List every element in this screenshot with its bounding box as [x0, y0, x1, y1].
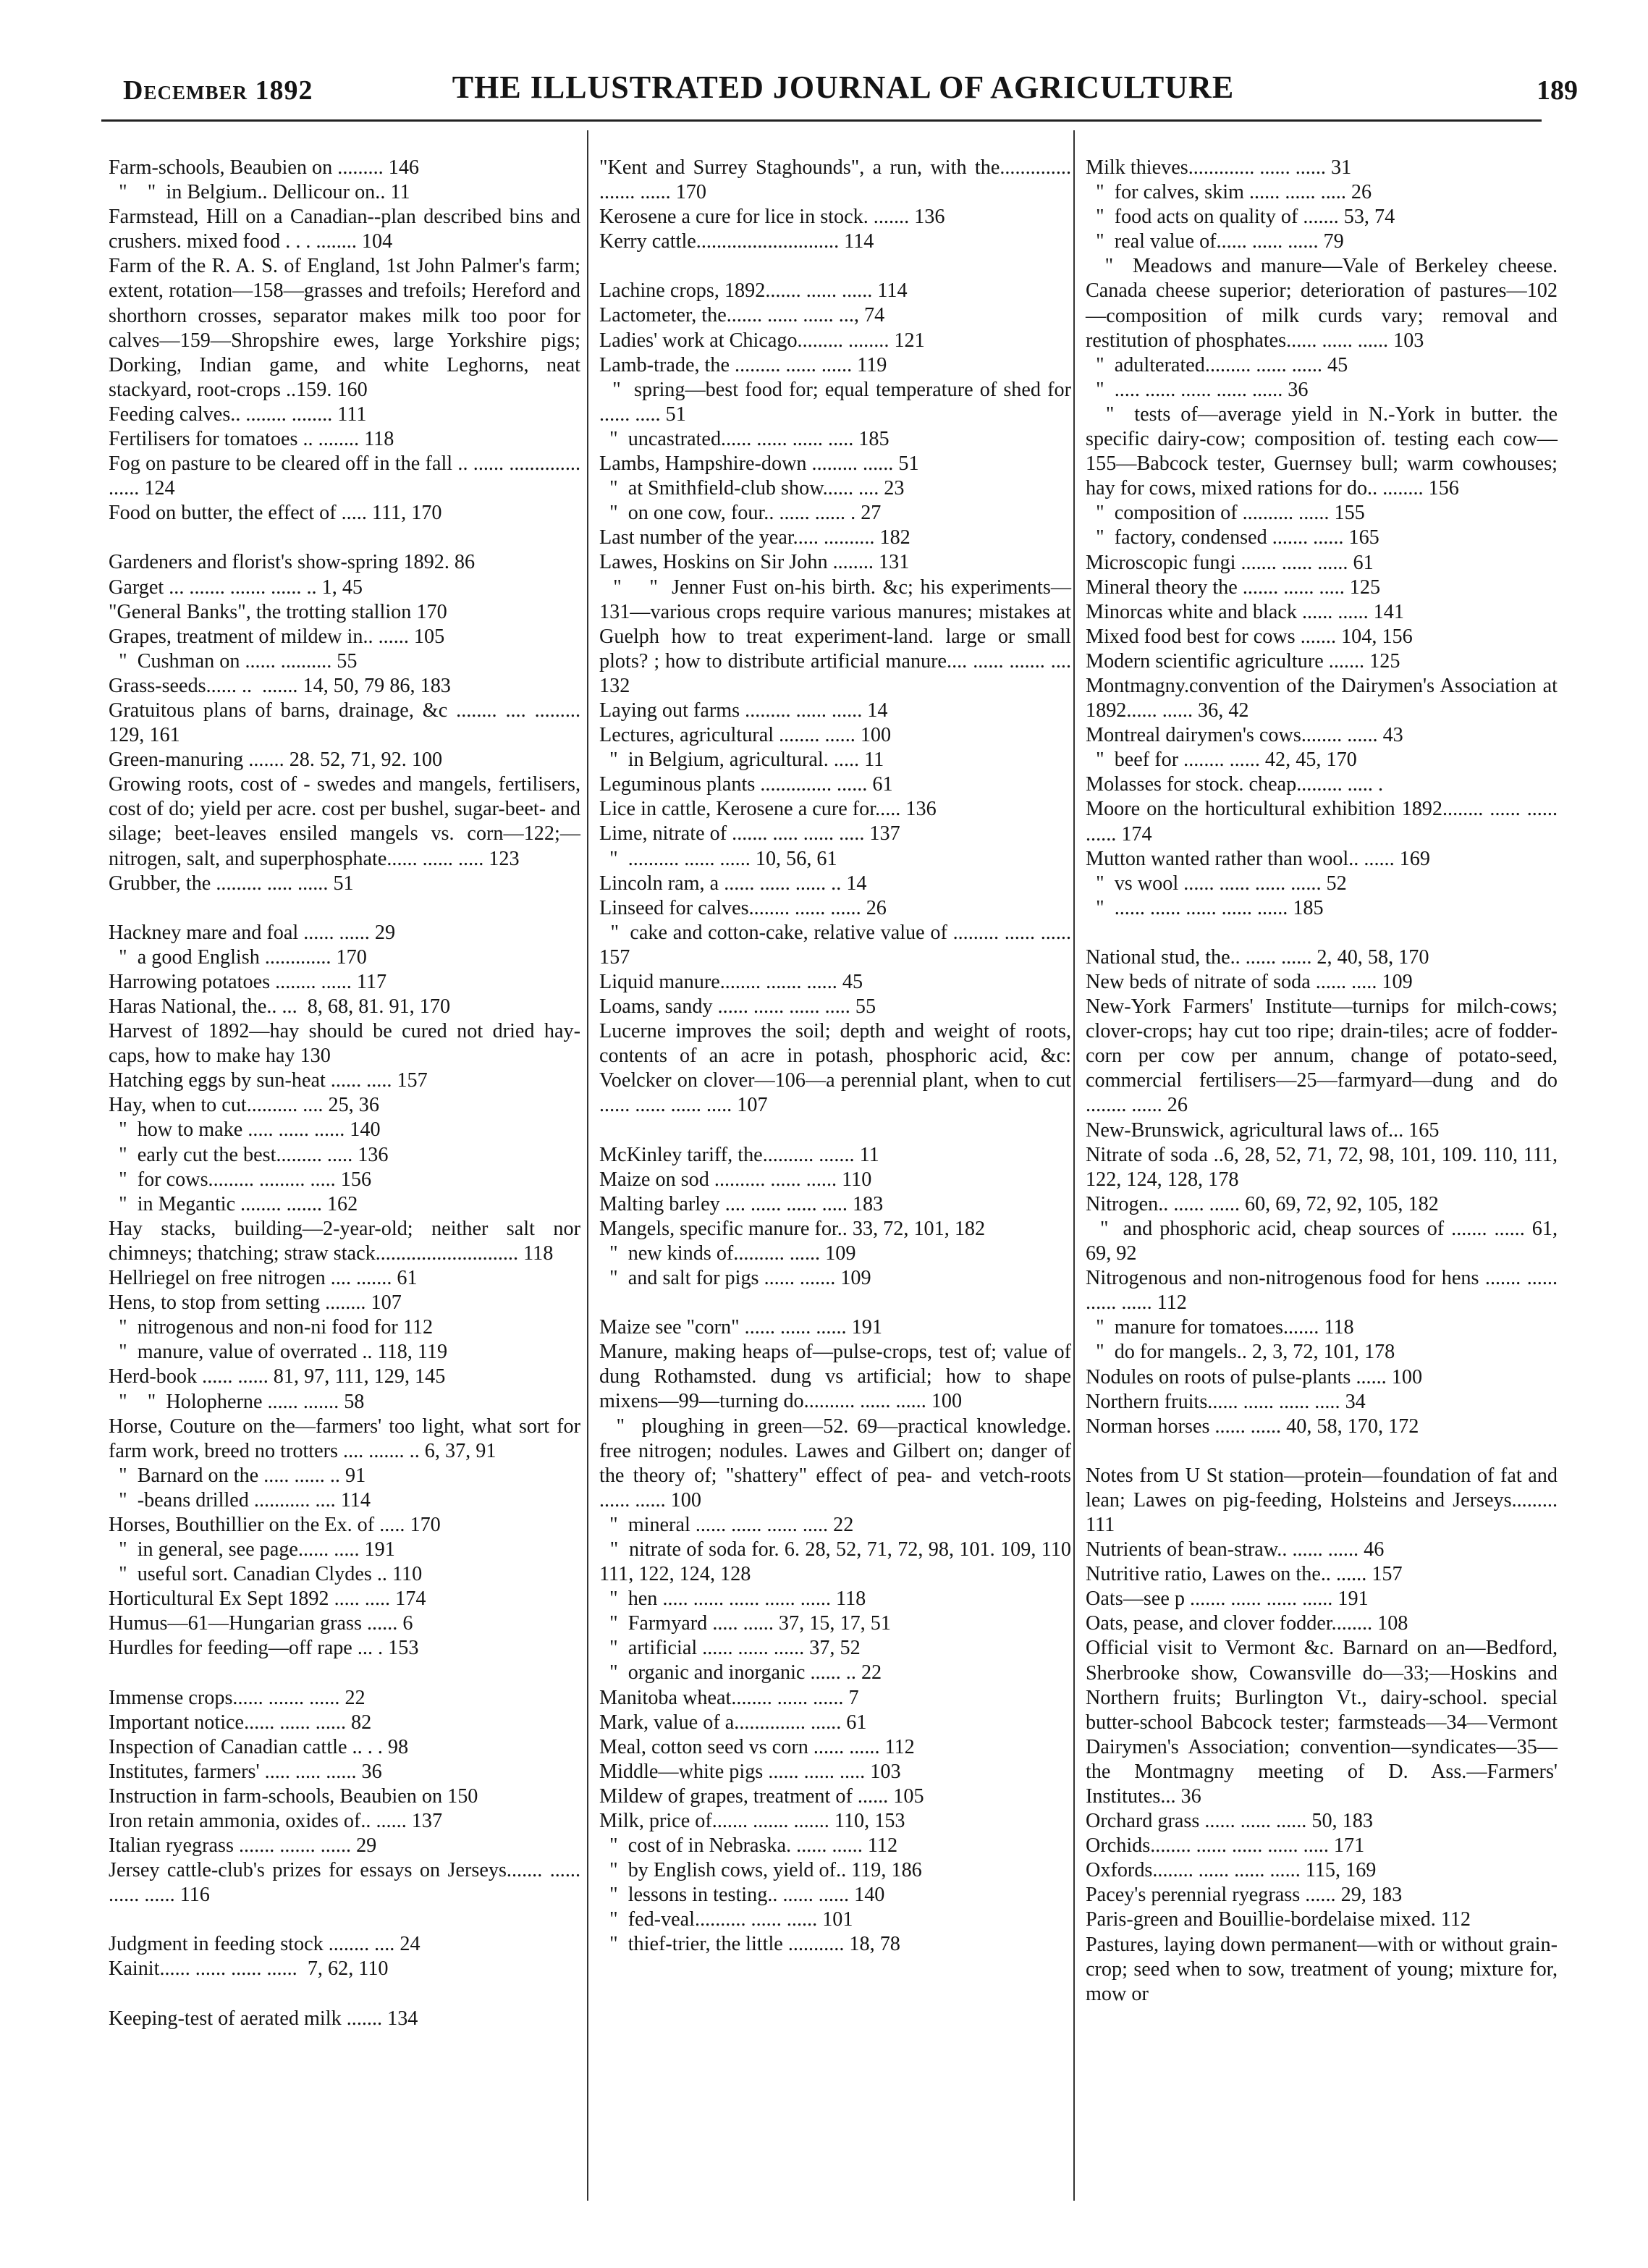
index-entry: Lambs, Hampshire-down ......... ...... 51	[599, 452, 919, 476]
index-entry: Gratuitous plans of barns, drainage, &c ........ .... ......... 129, 161	[109, 699, 586, 747]
index-entry: Farm of the R. A. S. of England, 1st John Palmer's farm; extent, rotation—158—grasses and trefoils; Hereford and shorthorn crosses, separator makes milk too poor for calves—159—Shropshire ewes, large Yorkshire pigs; Dorking, Indian game, and white Leghorns, neat stackyard, root-crops ..159. 160	[109, 255, 586, 401]
index-entry: Montreal dairymen's cows........ ...... 43	[1086, 724, 1403, 747]
index-entry: Humus—61—Hungarian grass ...... 6	[109, 1612, 413, 1635]
index-entry: Linseed for calves........ ...... ...... 26	[599, 896, 887, 919]
header-rule	[101, 119, 1542, 122]
index-entry: " food acts on quality of ....... 53, 74	[1086, 206, 1395, 229]
index-entry: Horses, Bouthillier on the Ex. of ..... 170	[109, 1513, 441, 1536]
index-entry: " hen ..... ...... ...... ...... ...... 118	[599, 1588, 866, 1611]
index-entry: " " Holopherne ...... ....... 58	[109, 1390, 365, 1413]
index-entry: Oxfords........ ...... ...... ...... 115, 169	[1086, 1859, 1377, 1882]
index-entry: " at Smithfield-club show...... .... 23	[599, 477, 905, 500]
index-entry: " by English cows, yield of.. 119, 186	[599, 1859, 922, 1882]
index-entry: " on one cow, four.. ...... ...... . 27	[599, 502, 882, 525]
index-entry: " uncastrated...... ...... ...... ..... 185	[599, 427, 890, 450]
index-column-3	[1086, 156, 1563, 2007]
index-entry: " new kinds of.......... ...... 109	[599, 1242, 856, 1265]
index-entry: Hurdles for feeding—off rape ... . 153	[109, 1637, 419, 1660]
index-entry: Grubber, the ......... ..... ...... 51	[109, 872, 354, 895]
column-divider-1	[587, 130, 588, 2201]
index-entry: " and phosphoric acid, cheap sources of ....... ...... 61, 69, 92	[1086, 1217, 1563, 1265]
index-entry: " a good English ............. 170	[109, 945, 367, 969]
index-entry: " in general, see page...... ..... 191	[109, 1538, 395, 1561]
index-entry: Fog on pasture to be cleared off in the fall .. ...... .............. ...... 124	[109, 452, 586, 500]
index-entry: " Barnard on the ..... ...... .. 91	[109, 1464, 366, 1487]
index-entry: " cake and cotton-cake, relative value of ......... ...... ...... 157	[599, 921, 1077, 969]
index-entry: Iron retain ammonia, oxides of.. ...... 137	[109, 1810, 443, 1832]
index-entry: Hens, to stop from setting ........ 107	[109, 1291, 402, 1315]
index-entry: New beds of nitrate of soda ...... ..... 109	[1086, 971, 1413, 993]
index-entry: " for cows......... ......... ..... 156	[109, 1168, 372, 1191]
index-entry: Grapes, treatment of mildew in.. ...... 105	[109, 625, 445, 648]
index-entry: Farmstead, Hill on a Canadian--plan described bins and crushers. mixed food . . . ........ 104	[109, 206, 586, 253]
index-entry: Notes from U St station—protein—foundation of fat and lean; Lawes on pig-feeding, Holsteins and Jerseys......... 111	[1086, 1464, 1563, 1536]
index-entry: Northern fruits...... ...... ...... ..... 34	[1086, 1390, 1366, 1413]
index-entry: Harrowing potatoes ........ ...... 117	[109, 970, 387, 993]
index-entry: " manure, value of overrated .. 118, 119	[109, 1341, 448, 1364]
index-entry: Mineral theory the ....... ...... ..... 125	[1086, 576, 1381, 599]
index-entry: Manure, making heaps of—pulse-crops, test of; value of dung Rothamsted. dung vs artificial; how to shape mixens—99—turning do.......... ...... ...... 100	[599, 1341, 1077, 1413]
index-entry: Harvest of 1892—hay should be cured not dried hay-caps, how to make hay 130	[109, 1020, 580, 1068]
index-entry: Lawes, Hoskins on Sir John ........ 131	[599, 551, 910, 574]
index-entry: " Meadows and manure—Vale of Berkeley cheese. Canada cheese superior; deterioration of pastures—102—composition of milk curds vary; removal and restitution of phosphates...... ...... ...... 103	[1086, 255, 1563, 352]
index-entry: Feeding calves.. ........ ........ 111	[109, 402, 367, 426]
index-entry: Malting barley .... ...... ...... ..... 183	[599, 1192, 884, 1215]
index-entry: Hatching eggs by sun-heat ...... ..... 157	[109, 1069, 428, 1092]
index-entry: " useful sort. Canadian Clydes .. 110	[109, 1563, 423, 1586]
index-entry: " in Megantic ........ ....... 162	[109, 1192, 358, 1215]
journal-title: THE ILLUSTRATED JOURNAL OF AGRICULTURE	[452, 69, 1235, 105]
index-entry: " for calves, skim ...... ...... ..... 26	[1086, 181, 1372, 204]
index-entry: Farm-schools, Beaubien on ......... 146	[109, 156, 420, 179]
index-entry: Lachine crops, 1892....... ...... ...... 114	[599, 279, 908, 303]
index-entry: Grass-seeds...... .. ....... 14, 50, 79 86, 183	[109, 674, 451, 697]
index-entry: Institutes, farmers' ..... ..... ...... 36	[109, 1760, 382, 1783]
index-entry: Meal, cotton seed vs corn ...... ...... 112	[599, 1735, 915, 1758]
index-entry: Orchard grass ...... ...... ...... 50, 183	[1086, 1810, 1373, 1833]
index-entry: Nitrate of soda ..6, 28, 52, 71, 72, 98, 101, 109. 110, 111, 122, 124, 128, 178	[1086, 1143, 1563, 1191]
index-entry: "Kent and Surrey Staghounds", a run, with the.............. ....... ...... 170	[599, 156, 1077, 204]
index-entry: " Cushman on ...... .......... 55	[109, 649, 358, 673]
index-entry: Minorcas white and black ...... ...... 141	[1086, 600, 1404, 623]
index-entry: Mixed food best for cows ....... 104, 156	[1086, 625, 1413, 648]
index-entry: Judgment in feeding stock ........ .... 24	[109, 1933, 421, 1956]
running-header	[101, 69, 1585, 112]
index-entry: Hellriegel on free nitrogen .... ....... 61	[109, 1267, 418, 1290]
index-entry: Nutritive ratio, Lawes on the.. ...... 157	[1086, 1563, 1403, 1586]
index-entry: Nitrogenous and non-nitrogenous food for hens ....... ...... ...... ...... 112	[1086, 1267, 1563, 1315]
index-entry: Hackney mare and foal ...... ...... 29	[109, 921, 396, 944]
index-entry: Lamb-trade, the ......... ...... ...... 119	[599, 353, 887, 376]
index-entry: Mildew of grapes, treatment of ...... 105	[599, 1784, 924, 1808]
index-entry: " do for mangels.. 2, 3, 72, 101, 178	[1086, 1341, 1395, 1364]
index-entry: " vs wool ...... ...... ...... ...... 52	[1086, 872, 1347, 895]
index-entry: Gardeners and florist's show-spring 1892. 86	[109, 551, 476, 574]
index-entry: Orchids........ ...... ...... ...... ..... 171	[1086, 1834, 1365, 1858]
index-entry: Molasses for stock. cheap......... ..... .	[1086, 773, 1383, 796]
index-entry: " .......... ...... ...... 10, 56, 61	[599, 847, 837, 870]
index-entry: " " in Belgium.. Dellicour on.. 11	[109, 181, 410, 204]
index-entry: Lactometer, the....... ...... ...... ..., 74	[599, 304, 885, 327]
index-entry: Mutton wanted rather than wool.. ...... 169	[1086, 847, 1430, 870]
index-entry: Milk, price of....... ....... ....... 110, 153	[599, 1810, 905, 1832]
index-entry: " thief-trier, the little ........... 18, 78	[599, 1933, 900, 1956]
index-entry: Microscopic fungi ....... ...... ...... 61	[1086, 551, 1374, 574]
index-entry: Instruction in farm-schools, Beaubien on 150	[109, 1784, 478, 1808]
index-entry: " nitrate of soda for. 6. 28, 52, 71, 72, 98, 101. 109, 110 111, 122, 124, 128	[599, 1538, 1077, 1586]
index-entry: National stud, the.. ...... ...... 2, 40, 58, 170	[1086, 945, 1429, 969]
index-entry: " " Jenner Fust on-his birth. &c; his experiments—131—various crops require various manures; mistakes at Guelph how to treat experiment-land. large or small plots? ; how to distribute artificial manure.... ...... ....... .... 132	[599, 576, 1082, 697]
index-entry: Herd-book ...... ...... 81, 97, 111, 129, 145	[109, 1365, 446, 1388]
index-entry: Fertilisers for tomatoes .. ........ 118	[109, 428, 394, 451]
index-entry: Paris-green and Bouillie-bordelaise mixed. 112	[1086, 1908, 1471, 1931]
index-entry: " cost of in Nebraska. ...... ...... 112	[599, 1834, 898, 1858]
index-entry: " lessons in testing.. ...... ...... 140	[599, 1884, 885, 1907]
index-entry: Nitrogen.. ...... ...... 60, 69, 72, 92, 105, 182	[1086, 1192, 1439, 1215]
index-entry: Nutrients of bean-straw.. ...... ...... 46	[1086, 1538, 1385, 1561]
index-entry: Mark, value of a.............. ...... 61	[599, 1711, 867, 1734]
index-entry: "General Banks", the trotting stallion 170	[109, 600, 447, 623]
index-entry: Last number of the year..... .......... 182	[599, 526, 910, 549]
index-entry: McKinley tariff, the.......... ....... 11	[599, 1143, 879, 1166]
index-entry: Kerosene a cure for lice in stock. ....... 136	[599, 206, 945, 229]
index-entry: Keeping-test of aerated milk ....... 134	[109, 2007, 418, 2030]
index-entry: Nodules on roots of pulse-plants ...... 100	[1086, 1365, 1423, 1388]
index-entry: Mangels, specific manure for.. 33, 72, 101, 182	[599, 1217, 986, 1240]
index-entry: Milk thieves............. ...... ...... 31	[1086, 156, 1352, 179]
index-entry: " factory, condensed ....... ...... 165	[1086, 526, 1379, 549]
index-entry: " ploughing in green—52. 69—practical knowledge. free nitrogen; nodules. Lawes and Gilbert on; danger of the theory of; "shattery" effect of pea- and vetch-roots ...... ...... 100	[599, 1415, 1077, 1512]
index-entry: Italian ryegrass ....... ....... ...... 29	[109, 1834, 377, 1858]
index-entry: " spring—best food for; equal temperature of shed for ...... ..... 51	[599, 378, 1077, 426]
index-entry: Moore on the horticultural exhibition 1892........ ...... ...... ...... 174	[1086, 798, 1563, 846]
index-entry: Oats—see p ....... ...... ...... ...... 191	[1086, 1588, 1369, 1611]
page-number: 189	[1537, 75, 1578, 106]
index-entry: " early cut the best......... ..... 136	[109, 1143, 389, 1166]
header-date: December 1892	[123, 75, 313, 106]
index-entry: " -beans drilled ........... .... 114	[109, 1488, 371, 1512]
index-entry: Official visit to Vermont &c. Barnard on an—Bedford, Sherbrooke show, Cowansville do—33;—Hoskins and Northern fruits; Burlington Vt., dairy-school. special butter-school Babcock tester; farmsteads—34—Vermont Dairymen's Association; convention—syndicates—35—the Montmagny meeting of D. Ass.—Farmers' Institutes... 36	[1086, 1637, 1563, 1808]
index-entry: " Farmyard ..... ...... 37, 15, 17, 51	[599, 1612, 891, 1635]
index-entry: Lincoln ram, a ...... ...... ...... .. 14	[599, 872, 867, 895]
index-entry: Horse, Couture on the—farmers' too light, what sort for farm work, breed no trotters .... ....... .. 6, 37, 91	[109, 1415, 586, 1462]
index-entry: " manure for tomatoes....... 118	[1086, 1316, 1354, 1339]
index-entry: Montmagny.convention of the Dairymen's Association at 1892...... ...... 36, 42	[1086, 674, 1563, 722]
index-entry: Lime, nitrate of ....... ..... ...... ..... 137	[599, 822, 900, 846]
index-entry: Hay, when to cut.......... .... 25, 36	[109, 1094, 379, 1117]
index-entry: Immense crops...... ....... ...... 22	[109, 1686, 365, 1709]
index-entry: Haras National, the.. ... 8, 68, 81. 91, 170	[109, 995, 451, 1018]
column-divider-2	[1073, 130, 1075, 2201]
index-entry: Manitoba wheat........ ...... ...... 7	[599, 1686, 859, 1709]
index-entry: Lucerne improves the soil; depth and weight of roots, contents of an acre in potash, phosphoric acid, &c: Voelcker on clover—106—a perennial plant, when to cut ...... ...... ...... ..... 107	[599, 1020, 1077, 1117]
index-entry: Green-manuring ....... 28. 52, 71, 92. 100	[109, 749, 443, 772]
index-entry: " how to make ..... ...... ...... 140	[109, 1118, 381, 1142]
index-entry: " artificial ...... ...... ...... 37, 52	[599, 1637, 861, 1660]
index-entry: " in Belgium, agricultural. ..... 11	[599, 749, 884, 772]
index-entry: Middle—white pigs ...... ...... ..... 103	[599, 1760, 901, 1783]
index-entry: " composition of .......... ...... 155	[1086, 502, 1365, 525]
index-entry: Loams, sandy ...... ...... ...... ..... 55	[599, 995, 876, 1019]
index-entry: Lice in cattle, Kerosene a cure for..... 136	[599, 798, 937, 821]
index-entry: Inspection of Canadian cattle .. . . 98	[109, 1735, 409, 1758]
index-entry: Hay stacks, building—2-year-old; neither salt nor chimneys; thatching; straw stack............................ 118	[109, 1217, 586, 1265]
index-entry: Kainit...... ...... ...... ...... 7, 62, 110	[109, 1957, 389, 1981]
index-entry: Food on butter, the effect of ..... 111, 170	[109, 502, 442, 525]
index-entry: Lectures, agricultural ........ ...... 100	[599, 724, 892, 747]
index-entry: " adulterated......... ...... ...... 45	[1086, 353, 1348, 376]
index-entry: Leguminous plants .............. ...... 61	[599, 773, 893, 796]
index-entry: Maize see "corn" ...... ...... ...... 191	[599, 1316, 882, 1339]
index-entry: New-Brunswick, agricultural laws of... 165	[1086, 1118, 1440, 1142]
index-entry: " tests of—average yield in N.-York in butter. the specific dairy-cow; composition of. testing each cow—155—Babcock tester, Guernsey bull; warm cowhouses; hay for cows, mixed rations for do.. ........ 156	[1086, 402, 1563, 500]
index-entry: " ..... ...... ...... ...... ...... 36	[1086, 378, 1309, 401]
index-entry: Pacey's perennial ryegrass ...... 29, 183	[1086, 1884, 1403, 1907]
index-entry: Ladies' work at Chicago......... ........ 121	[599, 329, 925, 352]
index-entry: Important notice...... ...... ...... 82	[109, 1711, 372, 1734]
index-entry: Jersey cattle-club's prizes for essays on Jerseys....... ...... ...... ...... 116	[109, 1859, 586, 1907]
index-entry: Horticultural Ex Sept 1892 ..... ..... 174	[109, 1588, 426, 1611]
index-entry: " and salt for pigs ...... ....... 109	[599, 1267, 871, 1290]
index-entry: Norman horses ...... ...... 40, 58, 170, 172	[1086, 1415, 1419, 1438]
index-entry: " fed-veal.......... ...... ...... 101	[599, 1908, 853, 1931]
index-entry: Liquid manure........ ....... ...... 45	[599, 971, 863, 993]
index-entry: Kerry cattle............................ 114	[599, 230, 874, 253]
index-entry: Laying out farms ......... ...... ...... 14	[599, 699, 888, 722]
index-entry: " ...... ...... ...... ...... ...... 185	[1086, 896, 1324, 919]
index-entry: " organic and inorganic ...... .. 22	[599, 1661, 882, 1685]
index-entry: " real value of...... ...... ...... 79	[1086, 230, 1344, 253]
index-entry: " beef for ........ ...... 42, 45, 170	[1086, 749, 1357, 772]
index-entry: Maize on sod .......... ...... ...... 110	[599, 1168, 872, 1191]
index-entry: " mineral ...... ...... ...... ..... 22	[599, 1513, 854, 1536]
index-entry: Oats, pease, and clover fodder........ 108	[1086, 1612, 1408, 1635]
index-entry: Growing roots, cost of - swedes and mangels, fertilisers, cost of do; yield per acre. cost per bushel, sugar-beet- and silage; beet-leaves ensiled mangels vs. corn—122;—nitrogen, salt, and superphosphate...... ...... ..... 123	[109, 773, 586, 870]
index-column-1	[109, 156, 586, 2031]
index-column-2	[599, 156, 1082, 1957]
index-entry: Pastures, laying down permanent—with or without grain-crop; seed when to sow, treatment of young; mixture for, mow or	[1086, 1933, 1563, 2005]
index-entry: New-York Farmers' Institute—turnips for milch-cows; clover-crops; hay cut too ripe; drain-tiles; acre of fodder-corn per cow per annum, change of potato-seed, commercial fertilisers—25—farmyard—dung and do ........ ...... 26	[1086, 995, 1563, 1117]
index-entry: " nitrogenous and non-ni food for 112	[109, 1316, 434, 1339]
index-entry: Garget ... ....... ....... ...... .. 1, 45	[109, 576, 363, 599]
index-entry: Modern scientific agriculture ....... 125	[1086, 649, 1400, 673]
